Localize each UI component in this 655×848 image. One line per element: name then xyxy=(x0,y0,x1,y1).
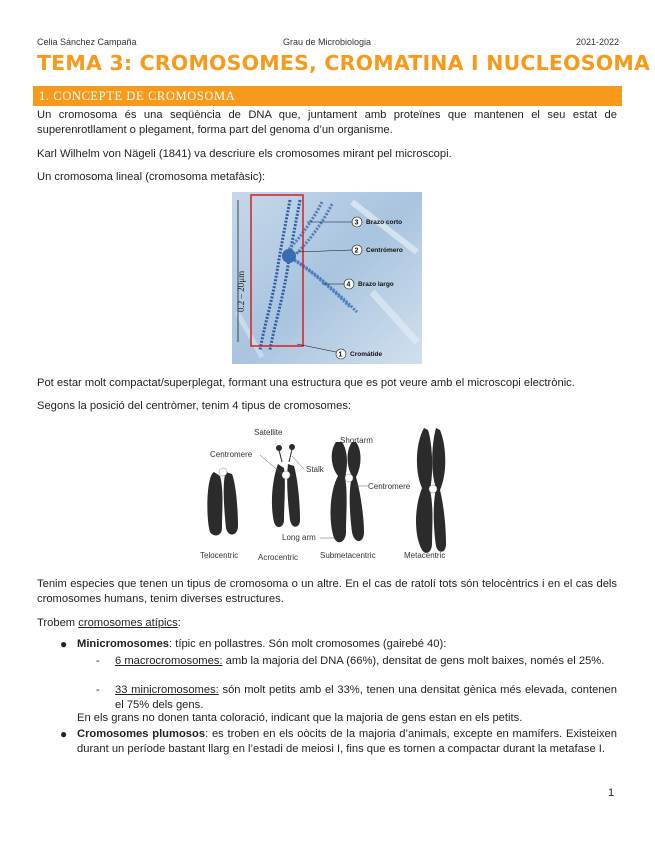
sub2-underlined: 33 minicromosomes: xyxy=(115,684,219,696)
bullet2-text: : es troben en els oòcits de la majoria d’animals, excepte en mamífers. Existeixen durant un període bastant llarg en l’estadi de meiosi I, fins que es tornen a compactar durant la metafase I. xyxy=(77,728,617,755)
page-number: 1 xyxy=(608,787,615,799)
sub-macrocromosomes xyxy=(115,654,617,669)
paragraph-species: Tenim especies que tenen un tipus de cromosoma o un altre. En el cas de ratolí tots són telocèntrics i en el cas dels cromosomes humans, tenim diverses estructures. xyxy=(37,578,617,605)
chromosome-types-figure xyxy=(196,420,468,568)
bullet-plumosos xyxy=(77,727,617,757)
paragraph-atypical xyxy=(37,616,181,631)
caption-telocentric: Telocentric xyxy=(200,551,239,560)
caption-acrocentric: Acrocentric xyxy=(258,553,299,562)
paragraph-types: Segons la posició del centròmer, tenim 4 tipus de cromosomes: xyxy=(37,400,352,412)
label-brazo-largo: Brazo largo xyxy=(358,281,394,288)
dash-marker: - xyxy=(96,655,100,667)
sub1-underlined: 6 macrocromosomes: xyxy=(115,655,223,667)
page-title: TEMA 3: CROMOSOMES, CROMATINA I NUCLEOSOMA xyxy=(37,51,651,75)
centromere-dot xyxy=(282,249,296,263)
label-brazo-corto: Brazo corto xyxy=(366,219,403,226)
scale-label: 0.2 – 20μm xyxy=(236,270,246,312)
label-satellite: Satellite xyxy=(254,428,283,437)
header-course: Grau de Microbiologia xyxy=(283,37,372,47)
section-title: 1. CONCEPTE DE CROMOSOMA xyxy=(39,89,236,103)
header-year: 2021-2022 xyxy=(576,37,620,47)
sub2-text: són molt petits amb el 33%, tenen una densitat gènica més elevada, contenen el 75% dels gens. xyxy=(115,684,617,711)
bullet1-bold: Minicromosomes xyxy=(77,638,170,650)
paragraph-definition: Un cromosoma és una seqüència de DNA que, juntament amb proteïnes que mantenen el seu estat de superenrotllament o plegament, forma part del genoma d’un organisme. xyxy=(37,109,617,136)
label-shortarm: Shortarm xyxy=(340,436,373,445)
callout-number-2: 2 xyxy=(354,247,359,255)
note-coloracio: En els grans no donen tanta coloració, indicant que la majoria de gens estan en els petits. xyxy=(77,712,523,724)
label-centromero: Centrómero xyxy=(366,247,403,254)
bullet-dot: ● xyxy=(60,637,68,651)
paragraph-nageli: Karl Wilhelm von Nägeli (1841) va descriure els cromosomes mirant pel microscopi. xyxy=(37,148,452,160)
atypical-suffix: : xyxy=(177,617,181,629)
paragraph-compact: Pot estar molt compactat/superplegat, formant una estructura que es pot veure amb el microscopi electrònic. xyxy=(37,377,575,389)
submetacentric-chromosome xyxy=(331,442,364,542)
callout-number-1: 1 xyxy=(338,351,343,359)
bullet2-bold: Cromosomes plumosos xyxy=(77,728,206,740)
header-author: Celia Sánchez Campaña xyxy=(37,37,137,47)
sub-minicromosomes xyxy=(115,683,617,713)
label-centromere-2: Centromere xyxy=(368,482,411,491)
acrocentric-chromosome xyxy=(272,444,300,527)
dash-marker: - xyxy=(96,684,100,696)
label-stalk: Stalk xyxy=(306,465,324,474)
caption-metacentric: Metacentric xyxy=(404,551,446,560)
metaphase-chromosome-figure xyxy=(232,192,422,364)
label-cromatide: Cromátide xyxy=(350,351,383,358)
sub1-text: amb la majoria del DNA (66%), densitat de gens molt baixes, només el 25%. xyxy=(222,655,605,667)
section-header xyxy=(33,86,622,106)
bullet-dot: ● xyxy=(60,727,68,741)
bullet1-text: : típic en pollastres. Són molt cromosomes (gairebé 40): xyxy=(169,638,447,650)
telocentric-chromosome xyxy=(207,468,238,535)
atypical-prefix: Trobem xyxy=(37,617,79,629)
callout-number-3: 3 xyxy=(354,219,359,227)
atypical-underlined: cromosomes atípics xyxy=(78,617,178,629)
label-long-arm: Long arm xyxy=(282,533,316,542)
label-centromere-1: Centromere xyxy=(210,450,253,459)
metacentric-chromosome xyxy=(416,428,446,553)
bullet-minicromosomes xyxy=(77,637,617,652)
callout-number-4: 4 xyxy=(346,281,351,289)
caption-submetacentric: Submetacentric xyxy=(320,551,376,560)
paragraph-linear: Un cromosoma lineal (cromosoma metafàsic): xyxy=(37,171,266,183)
